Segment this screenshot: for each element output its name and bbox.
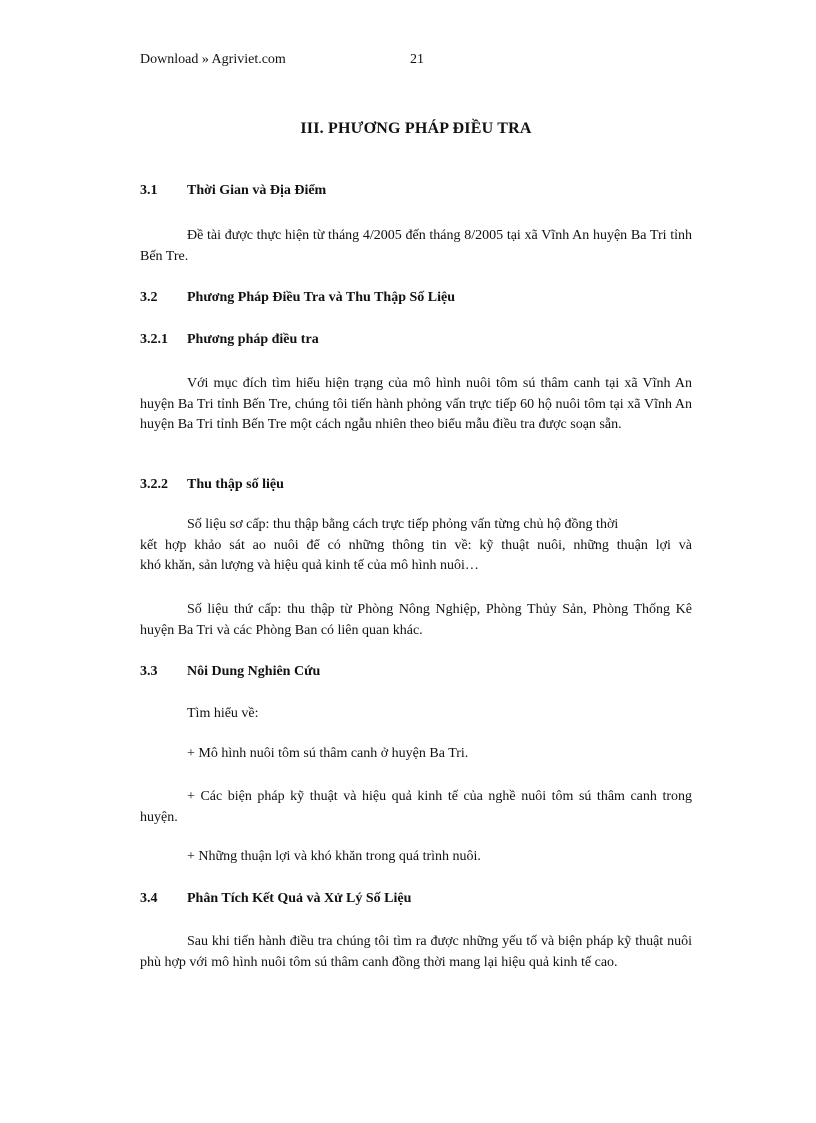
section-heading-3-1 bbox=[140, 183, 326, 199]
research-item-3: + Những thuận lợi và khó khăn trong quá trình nuôi. bbox=[187, 849, 481, 864]
section-heading-3-2-1 bbox=[140, 332, 319, 348]
section-number: 3.1 bbox=[140, 183, 158, 198]
research-intro: Tìm hiểu về: bbox=[187, 706, 259, 721]
section-title: Phương pháp điều tra bbox=[187, 332, 319, 347]
section-heading-3-3 bbox=[140, 664, 320, 680]
page-number: 21 bbox=[410, 52, 424, 67]
section-title: Phân Tích Kết Quả và Xử Lý Số Liệu bbox=[187, 891, 412, 906]
section-number: 3.2 bbox=[140, 290, 158, 305]
section-heading-3-4 bbox=[140, 891, 411, 907]
chapter-title: III. PHƯƠNG PHÁP ĐIỀU TRA bbox=[300, 120, 532, 137]
section-heading-3-2 bbox=[140, 290, 455, 306]
section-3-1-body: Đề tài được thực hiện từ tháng 4/2005 đến tháng 8/2005 tại xã Vĩnh An huyện Ba Tri tỉnh Bến Tre. bbox=[140, 228, 692, 264]
primary-data-line-3: khó khăn, sản lượng và hiệu quả kinh tế của mô hình nuôi… bbox=[140, 558, 479, 573]
primary-data-line-1: Số liệu sơ cấp: thu thập bằng cách trực tiếp phỏng vấn từng chủ hộ đồng thời bbox=[187, 517, 619, 532]
section-3-4-body: Sau khi tiến hành điều tra chúng tôi tìm ra được những yếu tố và biện pháp kỹ thuật nuôi phù hợp với mô hình nuôi tôm sú thâm canh đồng thời mang lại hiệu quả kinh tế cao. bbox=[140, 934, 692, 970]
section-title: Thời Gian và Địa Điểm bbox=[187, 183, 327, 198]
research-item-2: + Các biện pháp kỹ thuật và hiệu quả kinh tế của nghề nuôi tôm sú thâm canh trong huyện. bbox=[140, 789, 692, 825]
source-text: Download » Agriviet.com bbox=[140, 52, 286, 67]
primary-data-line-2: kết hợp khảo sát ao nuôi để có những thông tin về: kỹ thuật nuôi, những thuận lợi và bbox=[140, 538, 692, 553]
section-number: 3.3 bbox=[140, 664, 158, 679]
section-number: 3.2.2 bbox=[140, 477, 168, 492]
secondary-data-paragraph: Số liệu thứ cấp: thu thập từ Phòng Nông Nghiệp, Phòng Thủy Sản, Phòng Thống Kê huyện Ba Tri và các Phòng Ban có liên quan khác. bbox=[140, 602, 692, 638]
section-heading-3-2-2 bbox=[140, 477, 284, 493]
section-title: Thu thập số liệu bbox=[187, 477, 284, 492]
section-number: 3.4 bbox=[140, 891, 158, 906]
research-item-1: + Mô hình nuôi tôm sú thâm canh ở huyện Ba Tri. bbox=[187, 746, 469, 761]
section-title: Phương Pháp Điều Tra và Thu Thập Số Liệu bbox=[187, 290, 455, 305]
section-title: Nôi Dung Nghiên Cứu bbox=[187, 664, 321, 679]
section-3-2-1-body: Với mục đích tìm hiểu hiện trạng của mô hình nuôi tôm sú thâm canh tại xã Vĩnh An huyện Ba Tri tỉnh Bến Tre, chúng tôi tiến hành phỏng vấn trực tiếp 60 hộ nuôi tôm tại xã Vĩnh An huyện Ba Tri tỉnh Bến Tre một cách ngẫu nhiên theo biểu mẫu điều tra được soạn sẵn. bbox=[140, 376, 692, 432]
section-number: 3.2.1 bbox=[140, 332, 168, 347]
